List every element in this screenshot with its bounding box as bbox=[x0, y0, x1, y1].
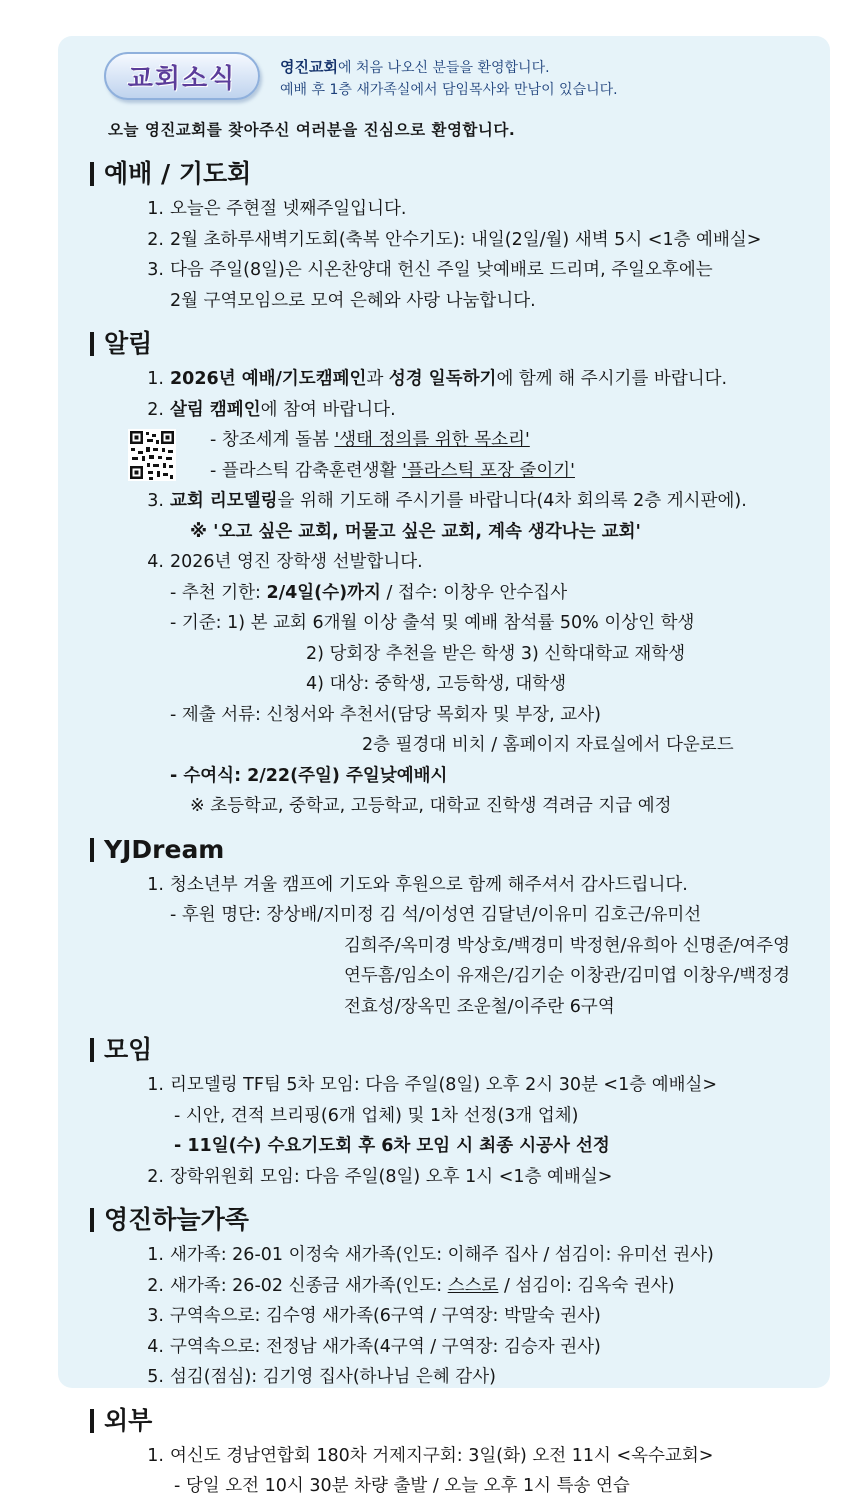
item-number: 2. bbox=[147, 229, 164, 250]
section-title-text: 예배 / 기도회 bbox=[104, 159, 252, 188]
campaign-sub-underlined: '플라스틱 포장 줄이기' bbox=[402, 460, 575, 481]
campaign-sub-text: - 창조세계 돌봄 bbox=[210, 430, 335, 450]
item-text: 청소년부 겨울 캠프에 기도와 후원으로 함께 해주셔서 감사드립니다. bbox=[170, 874, 688, 895]
list-item-continued: 2월 구역모임으로 모여 은혜와 사랑 나눔합니다. bbox=[170, 290, 536, 311]
item-text: 구역속으로: 김수영 새가족(6구역 / 구역장: 박말숙 권사) bbox=[170, 1306, 601, 1326]
welcome-text: 에 처음 나오신 분들을 환영합니다. bbox=[337, 60, 550, 76]
scholarship-documents: - 제출 서류: 신청서와 추천서(담당 목회자 및 부장, 교사) bbox=[170, 704, 601, 725]
list-item bbox=[90, 486, 820, 517]
section-title-text: 알림 bbox=[104, 329, 153, 358]
item-bold-text: 살림 캠페인 bbox=[170, 399, 261, 420]
item-number: 2. bbox=[147, 399, 164, 420]
meeting-sub: - 11일(수) 수요기도회 후 6차 모임 시 최종 시공사 선정 bbox=[174, 1136, 610, 1156]
item-number: 1. bbox=[147, 1445, 164, 1466]
list-item bbox=[90, 870, 820, 901]
remodel-slogan: ※ '오고 싶은 교회, 머물고 싶은 교회, 계속 생각나는 교회' bbox=[190, 521, 641, 542]
item-underlined: 스스로 bbox=[447, 1275, 499, 1296]
logo-text: 교회소식 bbox=[127, 63, 237, 94]
item-number: 1. bbox=[147, 874, 164, 895]
church-news-logo bbox=[104, 52, 260, 100]
item-number: 2. bbox=[147, 1166, 164, 1187]
list-item bbox=[90, 194, 820, 225]
meeting-sub: - 시안, 견적 브리핑(6개 업체) 및 1차 선정(3개 업체) bbox=[174, 1105, 579, 1126]
sponsor-names: 전효성/장옥민 조운철/이주란 6구역 bbox=[344, 996, 615, 1017]
section-bar bbox=[90, 1208, 94, 1232]
sponsor-names: 김희주/옥미경 박상호/백경미 박정현/유희아 신명준/여주영 bbox=[344, 935, 790, 956]
list-item bbox=[90, 1240, 820, 1271]
item-bold-text: 성경 일독하기 bbox=[388, 369, 497, 389]
item-number: 1. bbox=[147, 1245, 164, 1265]
section-bar bbox=[90, 1409, 94, 1433]
sponsor-row bbox=[90, 900, 820, 931]
item-text: 새가족: 26-02 신종금 새가족(인도: bbox=[170, 1275, 448, 1296]
section-title-external bbox=[90, 1403, 820, 1439]
item-text: 을 위해 기도해 주시기를 바랍니다(4차 회의록 2층 게시판에). bbox=[277, 491, 747, 511]
campaign-sub-item bbox=[210, 425, 575, 456]
scholarship-criteria: 4) 대상: 중학생, 고등학생, 대학생 bbox=[306, 674, 567, 694]
campaign-sub-underlined: '생태 정의를 위한 목소리' bbox=[334, 430, 530, 450]
item-number: 4. bbox=[147, 552, 164, 572]
external-sub: - 당일 오전 10시 30분 차량 출발 / 오늘 오후 1시 특송 연습 bbox=[174, 1476, 630, 1496]
list-item bbox=[90, 547, 820, 578]
item-number: 1. bbox=[147, 199, 164, 219]
item-text: 2026년 영진 장학생 선발합니다. bbox=[170, 552, 423, 572]
item-number: 4. bbox=[147, 1336, 164, 1357]
welcome-line2: 예배 후 1층 새가족실에서 담임목사와 만남이 있습니다. bbox=[280, 82, 618, 98]
section-title-text: 외부 bbox=[104, 1405, 153, 1435]
list-item bbox=[90, 1271, 820, 1302]
campaign-sub-text: - 플라스틱 감축훈련생활 bbox=[210, 460, 403, 481]
scholarship-award: - 수여식: 2/22(주일) 주일낮예배시 bbox=[170, 765, 448, 786]
bulletin-header bbox=[80, 48, 820, 108]
section-title-family bbox=[90, 1202, 820, 1238]
list-item bbox=[90, 225, 820, 256]
list-item bbox=[90, 364, 820, 395]
item-number: 3. bbox=[147, 260, 164, 280]
section-bar bbox=[90, 332, 94, 356]
section-bar bbox=[90, 162, 94, 186]
qr-code-icon[interactable] bbox=[128, 429, 176, 481]
bulletin-content bbox=[90, 146, 820, 1502]
list-item bbox=[90, 1362, 820, 1393]
item-bold-text: 교회 리모델링 bbox=[170, 491, 278, 511]
item-text: 2월 초하루새벽기도회(축복 안수기도): 내일(2일/월) 새벽 5시 <1층 예배실> bbox=[170, 229, 762, 250]
scholarship-documents: 2층 필경대 비치 / 홈페이지 자료실에서 다운로드 bbox=[362, 735, 734, 755]
item-text: / 섬김이: 김옥숙 권사) bbox=[498, 1275, 675, 1296]
item-text: 에 참여 바랍니다. bbox=[260, 399, 396, 420]
list-item bbox=[90, 255, 820, 286]
intro-text: 오늘 영진교회를 찾아주신 여러분을 진심으로 환영합니다. bbox=[108, 121, 516, 139]
item-text: 여신도 경남연합회 180차 거제지구회: 3일(화) 오전 11시 <옥수교회> bbox=[170, 1445, 714, 1466]
section-bar bbox=[90, 1038, 94, 1062]
section-title-yjdream bbox=[90, 832, 820, 868]
sponsor-label: - 후원 명단: bbox=[170, 905, 267, 925]
item-text: 장학위원회 모임: 다음 주일(8일) 오후 1시 <1층 예배실> bbox=[170, 1166, 613, 1187]
deadline-date: 2/4일(수)까지 bbox=[266, 582, 381, 603]
item-text: 구역속으로: 전정남 새가족(4구역 / 구역장: 김승자 권사) bbox=[170, 1336, 601, 1357]
item-number: 3. bbox=[147, 491, 164, 511]
item-number: 2. bbox=[147, 1275, 164, 1296]
deadline-label: - 추천 기한: bbox=[170, 582, 267, 603]
campaign-sub-list bbox=[210, 425, 575, 486]
item-bold-text: 2026년 예배/기도캠페인 bbox=[170, 369, 367, 389]
scholarship-note: ※ 초등학교, 중학교, 고등학교, 대학교 진학생 격려금 지급 예정 bbox=[190, 796, 672, 816]
item-number: 5. bbox=[147, 1367, 164, 1387]
item-text: 다음 주일(8일)은 시온찬양대 헌신 주일 낮예배로 드리며, 주일오후에는 bbox=[170, 260, 713, 280]
scholarship-criteria: - 기준: 1) 본 교회 6개월 이상 출석 및 예배 참석률 50% 이상인 학생 bbox=[170, 613, 695, 633]
list-item bbox=[90, 1301, 820, 1332]
deadline-contact: / 접수: 이창우 안수집사 bbox=[380, 582, 568, 603]
sponsor-names: 연두흠/임소이 유재은/김기순 이창관/김미엽 이창우/백정경 bbox=[344, 966, 790, 986]
list-item bbox=[90, 1332, 820, 1363]
list-item bbox=[90, 1162, 820, 1193]
section-title-text: 영진하늘가족 bbox=[104, 1205, 249, 1234]
item-text: 새가족: 26-01 이정숙 새가족(인도: 이해주 집사 / 섬김이: 유미선 권사) bbox=[170, 1245, 714, 1265]
sponsor-names: 장상배/지미정 김 석/이성연 김달년/이유미 김호근/유미선 bbox=[266, 905, 702, 925]
item-text: 오늘은 주현절 넷째주일입니다. bbox=[170, 199, 407, 219]
scholarship-deadline bbox=[90, 578, 820, 609]
section-title-meeting bbox=[90, 1032, 820, 1068]
section-title-notice bbox=[90, 326, 820, 362]
welcome-message bbox=[280, 56, 618, 101]
item-text: 과 bbox=[366, 369, 389, 389]
item-text: 섬김(점심): 김기영 집사(하나님 은혜 감사) bbox=[170, 1367, 496, 1387]
campaign-sub-item bbox=[210, 456, 575, 487]
scholarship-criteria: 2) 당회장 추천을 받은 학생 3) 신학대학교 재학생 bbox=[306, 643, 686, 664]
list-item bbox=[90, 1070, 820, 1101]
item-number: 1. bbox=[147, 369, 164, 389]
campaign-qr-row bbox=[128, 425, 820, 486]
section-title-worship bbox=[90, 156, 820, 192]
item-text: 에 함께 해 주시기를 바랍니다. bbox=[496, 369, 728, 389]
welcome-church-name: 영진교회 bbox=[280, 58, 338, 76]
section-title-text: YJDream bbox=[104, 834, 225, 864]
list-item bbox=[90, 395, 820, 426]
item-number: 3. bbox=[147, 1306, 164, 1326]
section-title-text: 모임 bbox=[104, 1035, 153, 1064]
section-bar bbox=[90, 838, 94, 862]
item-text: 리모델링 TF팀 5차 모임: 다음 주일(8일) 오후 2시 30분 <1층 예배실> bbox=[170, 1075, 718, 1095]
list-item bbox=[90, 1441, 820, 1472]
item-number: 1. bbox=[147, 1075, 164, 1095]
